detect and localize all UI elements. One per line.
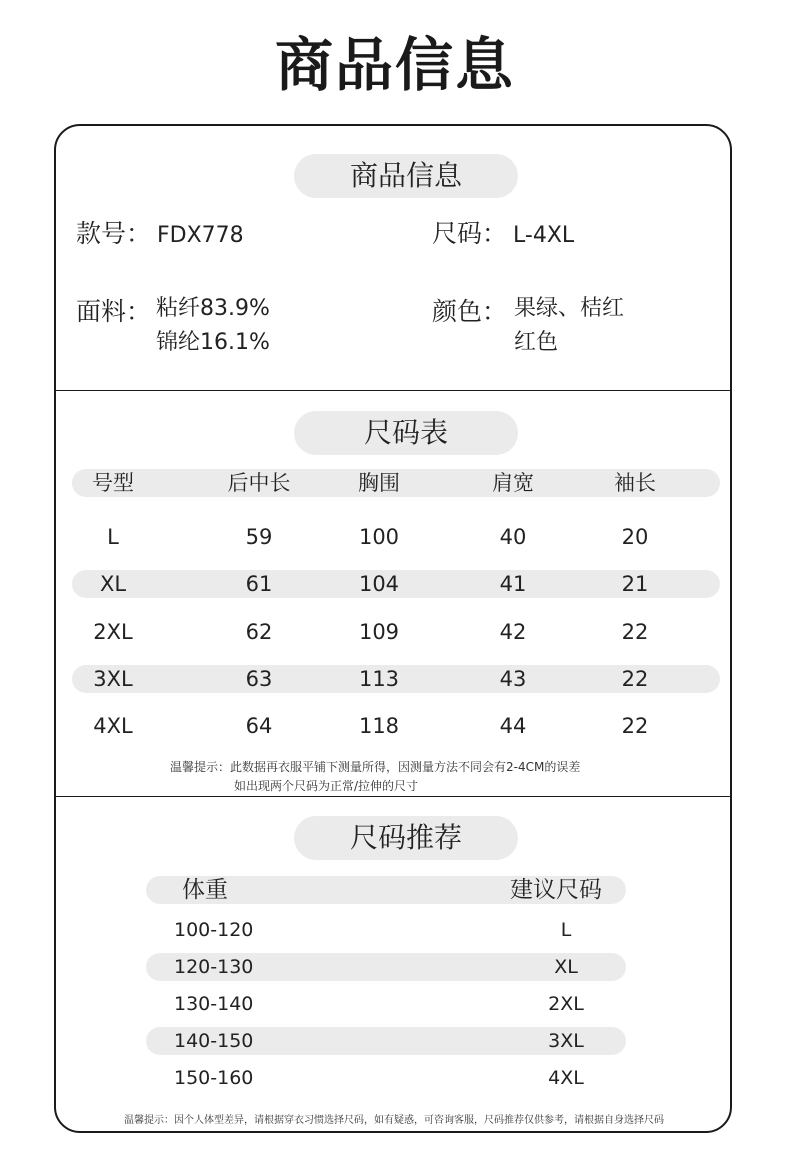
table-cell: 4XL [93, 714, 133, 738]
fabric-label: 面料： [76, 297, 152, 326]
size-value: L-4XL [513, 223, 575, 248]
header-cell: 袖长 [614, 471, 656, 495]
weight-range: 140-150 [174, 1030, 254, 1052]
recommended-size: 3XL [548, 1030, 584, 1052]
fabric-line-2: 锦纶16.1% [156, 330, 270, 355]
header-cell: 号型 [92, 471, 134, 495]
color-value [514, 292, 624, 360]
color-line-1: 果绿、桔红 [514, 296, 625, 321]
recommended-size: 2XL [548, 993, 584, 1015]
size-chart-note-line-1: 温馨提示：此数据再衣服平铺下测量所得，因测量方法不同会有2-4CM的误差 [170, 760, 581, 774]
table-cell: 64 [245, 714, 273, 738]
table-cell: 2XL [93, 620, 133, 644]
table-cell: 41 [499, 572, 527, 596]
table-cell: 22 [621, 714, 649, 738]
size-chart-note-line-2: 如出现两个尺码为正常/拉伸的尺寸 [234, 779, 419, 793]
recommend-note: 温馨提示：因个人体型差异，请根据穿衣习惯选择尺码，如有疑惑，可咨询客服，尺码推荐仅供参考，请根据自身选择尺码 [124, 1115, 664, 1126]
table-cell: 100 [358, 525, 400, 549]
color-label: 颜色： [432, 297, 508, 326]
size-chart-title: 尺码表 [294, 411, 518, 455]
recommended-size: XL [554, 956, 578, 978]
table-cell: 3XL [93, 667, 133, 691]
recommended-size: 4XL [548, 1067, 584, 1089]
table-cell: 63 [245, 667, 273, 691]
table-cell: 59 [245, 525, 273, 549]
table-cell: 22 [621, 620, 649, 644]
fabric-line-1: 粘纤83.9% [156, 296, 270, 321]
section-divider [56, 796, 730, 797]
fabric-value [156, 292, 270, 360]
table-cell: 113 [358, 667, 400, 691]
header-cell-weight: 体重 [182, 877, 228, 903]
table-cell: 109 [358, 620, 400, 644]
table-cell: 43 [499, 667, 527, 691]
table-cell: 21 [621, 572, 649, 596]
recommend-title: 尺码推荐 [294, 816, 518, 860]
header-cell-size: 建议尺码 [510, 877, 602, 903]
table-cell: 104 [358, 572, 400, 596]
header-cell: 胸围 [358, 471, 400, 495]
weight-range: 120-130 [174, 956, 254, 978]
weight-range: 150-160 [174, 1067, 254, 1089]
page-title: 商品信息 [274, 31, 515, 99]
table-cell: 40 [499, 525, 527, 549]
table-cell: L [107, 525, 119, 549]
style-value: FDX778 [157, 223, 244, 248]
table-cell: 62 [245, 620, 273, 644]
info-section-title: 商品信息 [294, 154, 518, 198]
recommended-size: L [560, 919, 572, 941]
table-cell: 42 [499, 620, 527, 644]
section-divider [56, 390, 730, 391]
table-cell: 44 [499, 714, 527, 738]
weight-range: 130-140 [174, 993, 254, 1015]
table-cell: 20 [621, 525, 649, 549]
weight-range: 100-120 [174, 919, 254, 941]
table-cell: 22 [621, 667, 649, 691]
header-cell: 后中长 [227, 471, 291, 495]
table-cell: 61 [245, 572, 273, 596]
style-label: 款号： [76, 219, 152, 248]
style-number [76, 214, 244, 250]
table-cell: XL [99, 572, 127, 596]
table-cell: 118 [358, 714, 400, 738]
product-info-card [54, 124, 732, 1133]
header-cell: 肩宽 [492, 471, 534, 495]
size-range [432, 214, 574, 250]
color-line-2: 红色 [514, 330, 559, 355]
size-label: 尺码： [432, 219, 508, 248]
